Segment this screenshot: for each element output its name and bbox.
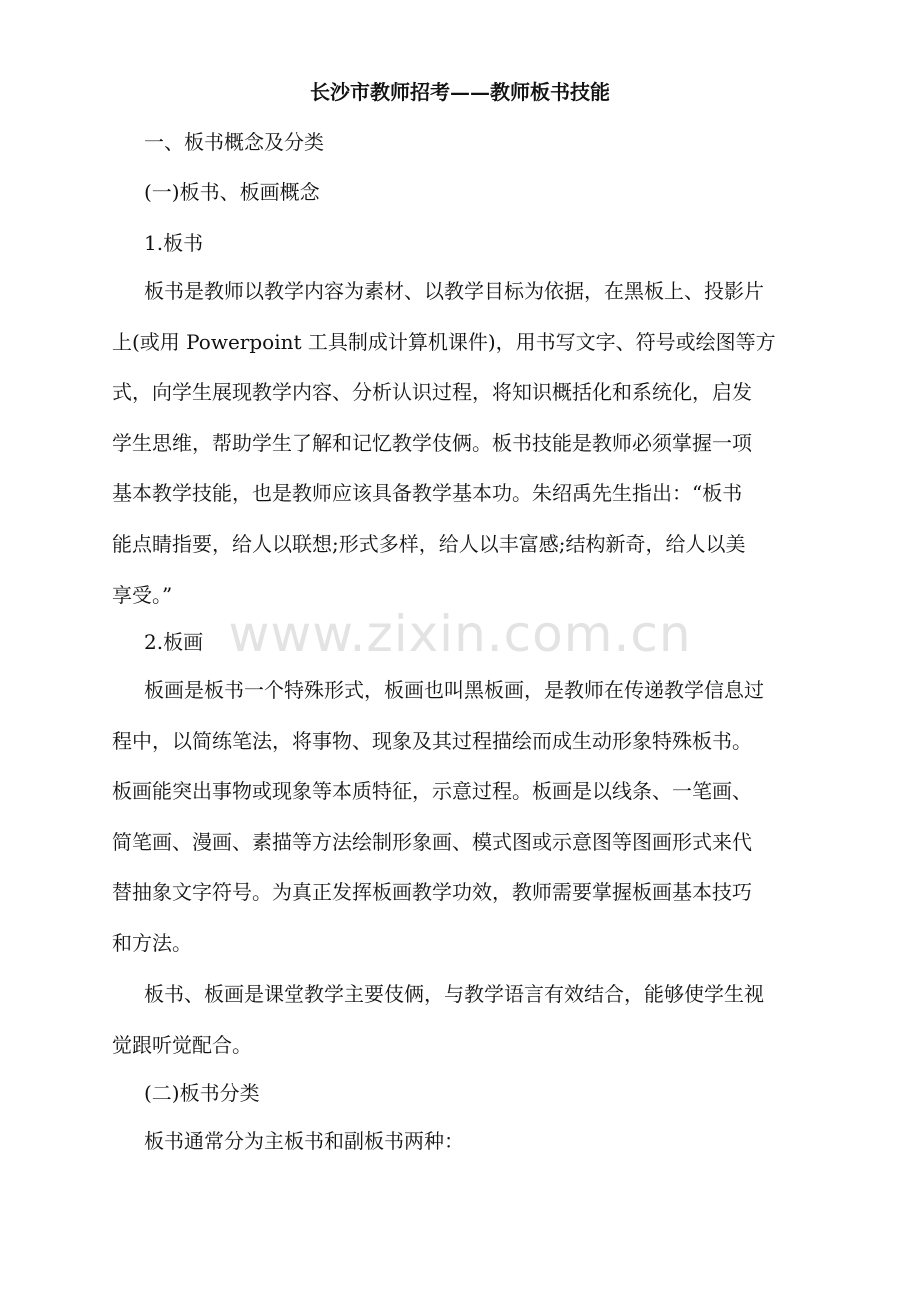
document-title: 长沙市教师招考——教师板书技能	[310, 80, 610, 104]
paragraph-line: 觉跟听觉配合。	[112, 1032, 252, 1057]
paragraph-line: 替抽象文字符号。为真正发挥板画教学功效，教师需要掌握板画基本技巧	[112, 880, 752, 905]
paragraph-line: 程中，以简练笔法，将事物、现象及其过程描绘而成生动形象特殊板书。	[112, 728, 752, 753]
paragraph-2	[112, 665, 812, 969]
paragraph-3	[112, 969, 812, 1070]
paragraph-line: 简笔画、漫画、素描等方法绘制形象画、模式图或示意图等图画形式来代	[112, 829, 752, 854]
paragraph-line: 式，向学生展现教学内容、分析认识过程，将知识概括化和系统化，启发	[112, 380, 752, 405]
paragraph-line: 板书通常分为主板书和副板书两种：	[144, 1129, 464, 1153]
paragraph-line: 基本教学技能，也是教师应该具备教学基本功。朱绍禹先生指出：“板书	[112, 481, 743, 506]
paragraph-line: 享受。”	[112, 582, 173, 607]
paragraph-line: 和方法。	[112, 930, 192, 955]
paragraph-line: 板画是板书一个特殊形式，板画也叫黑板画，是教师在传递教学信息过	[144, 678, 764, 702]
subsection-heading-2: (二)板书分类	[144, 1081, 260, 1105]
paragraph-line: 上(或用 Powerpoint 工具制成计算机课件)，用书写文字、符号或绘图等方	[112, 329, 776, 354]
paragraph-line: 板画能突出事物或现象等本质特征，示意过程。板画是以线条、一笔画、	[112, 779, 752, 804]
item-heading-2: 2.板画	[144, 630, 204, 654]
paragraph-line: 学生思维，帮助学生了解和记忆教学伎俩。板书技能是教师必须掌握一项	[112, 430, 752, 455]
paragraph-line: 板书、板画是课堂教学主要伎俩，与教学语言有效结合，能够使学生视	[144, 982, 764, 1006]
item-heading-1: 1.板书	[144, 231, 204, 255]
paragraph-line: 能点睛指要，给人以联想;形式多样，给人以丰富感;结构新奇，给人以美	[112, 531, 746, 556]
section-heading-1: 一、板书概念及分类	[144, 130, 324, 154]
paragraph-line: 板书是教师以教学内容为素材、以教学目标为依据，在黑板上、投影片	[144, 279, 764, 303]
watermark: www.zixin.com.cn	[228, 605, 692, 663]
subsection-heading-1: (一)板书、板画概念	[144, 180, 320, 204]
paragraph-1	[112, 266, 812, 620]
paragraph-4	[112, 1116, 812, 1167]
